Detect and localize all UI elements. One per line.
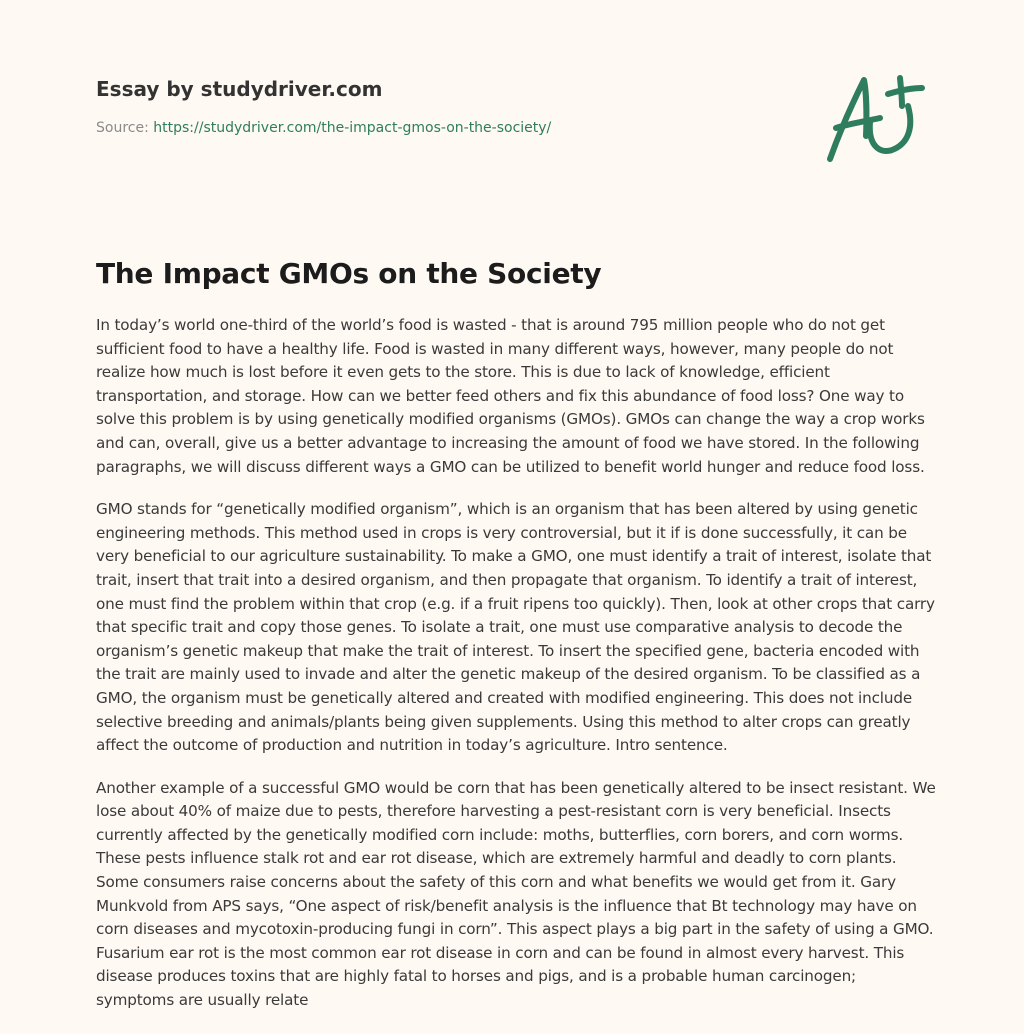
- source-link[interactable]: https://studydriver.com/the-impact-gmos-on-the-society/: [153, 120, 552, 136]
- source-label: Source:: [96, 120, 149, 136]
- essay-body: [96, 314, 936, 1032]
- essay-paragraph: GMO stands for “genetically modified organism”, which is an organism that has been altered by using genetic engineering methods. This method used in crops is very controversial, but it if is done successfully, it can be very beneficial to our agriculture sustainability. To make a GMO, one must identify a trait of interest, isolate that trait, insert that trait into a desired organism, and then propagate that organism. To identify a trait of interest, one must find the problem within that crop (e.g. if a fruit ripens too quickly). Then, look at other crops that carry that specific trait and copy those genes. To isolate a trait, one must use comparative analysis to decode the organism’s genetic makeup that make the trait of interest. To insert the specified gene, bacteria encoded with the trait are mainly used to invade and alter the genetic makeup of the desired organism. To be classified as a GMO, the organism must be genetically altered and created with modified engineering. This does not include selective breeding and animals/plants being given supplements. Using this method to alter crops can greatly affect the outcome of production and nutrition in today’s agriculture. Intro sentence.: [96, 500, 935, 755]
- essay-header: [96, 74, 928, 138]
- essay-title: The Impact GMOs on the Society: [96, 257, 602, 290]
- essay-paragraph: In today’s world one-third of the world’s food is wasted - that is around 795 million people who do not get sufficient food to have a healthy life. Food is wasted in many different ways, however, many people do not realize how much is lost before it even gets to the store. This is due to lack of knowledge, efficient transportation, and storage. How can we better feed others and fix this abundance of food loss? One way to solve this problem is by using genetically modified organisms (GMOs). GMOs can change the way a crop works and can, overall, give us a better advantage to increasing the amount of food we have stored. In the following paragraphs, we will discuss different ways a GMO can be utilized to benefit world hunger and reduce food loss.: [96, 316, 925, 476]
- a-plus-grade-icon: [822, 66, 932, 166]
- source-line: [96, 118, 928, 138]
- brand-title: Essay by studydriver.com: [96, 77, 383, 101]
- essay-paragraph: Another example of a successful GMO would be corn that has been genetically altered to be insect resistant. We lose about 40% of maize due to pests, therefore harvesting a pest-resistant corn is very beneficial. Insects currently affected by the genetically modified corn include: moths, butterflies, corn borers, and corn worms. These pests influence stalk rot and ear rot disease, which are extremely harmful and deadly to corn plants. Some consumers raise concerns about the safety of this corn and what benefits we would get from it. Gary Munkvold from APS says, “One aspect of risk/benefit analysis is the influence that Bt technology may have on corn diseases and mycotoxin-producing fungi in corn”. This aspect plays a big part in the safety of using a GMO. Fusarium ear rot is the most common ear rot disease in corn and can be found in almost every harvest. This disease produces toxins that are highly fatal to horses and pigs, and is a probable human carcinogen; symptoms are usually relate: [96, 778, 936, 1010]
